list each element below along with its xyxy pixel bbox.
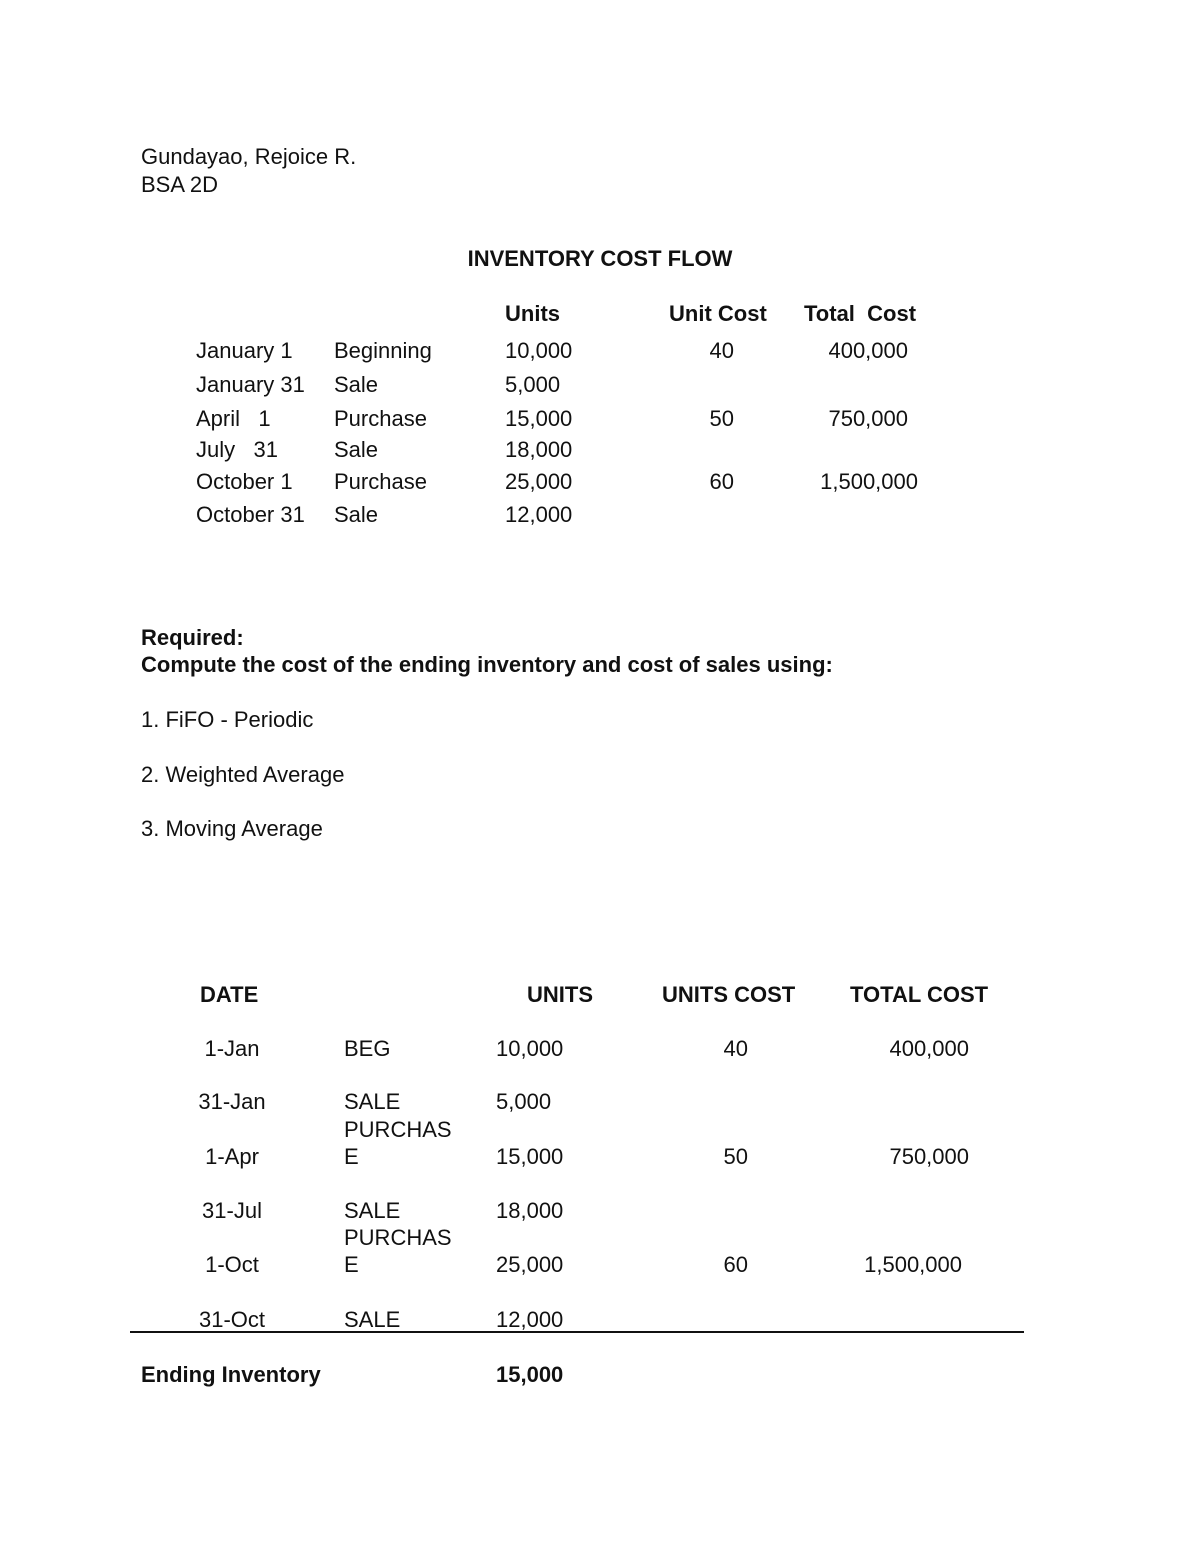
ending-inventory-label: Ending Inventory: [141, 1362, 321, 1387]
student-name: Gundayao, Rejoice R.: [141, 144, 357, 169]
table2-row-desc: SALE: [344, 1198, 401, 1223]
table2-row-date: 1-Apr: [205, 1144, 259, 1169]
table1-row-unit-cost: 40: [709, 338, 734, 363]
table1-row-desc: Sale: [334, 502, 379, 527]
table1-header-unit-cost: Unit Cost: [669, 301, 767, 326]
table2-row-date: 31-Oct: [198, 1307, 266, 1332]
table2-row-desc: E: [344, 1144, 359, 1169]
table1-row-desc: Sale: [334, 437, 379, 462]
table1-row-units: 5,000: [505, 372, 561, 397]
table1-row-date: January 1: [196, 338, 293, 363]
table2-row-desc: E: [344, 1252, 359, 1277]
table1-row-units: 12,000: [505, 502, 573, 527]
table2-row-unit-cost: 50: [723, 1144, 748, 1169]
table2-row-units: 5,000: [496, 1089, 552, 1114]
table1-row-date: January 31: [196, 372, 305, 397]
total-divider-line: [130, 1331, 1024, 1333]
table1-row-total-cost: 1,500,000: [820, 469, 918, 494]
table2-row-date: 31-Jan: [198, 1089, 266, 1114]
required-instruction: Compute the cost of the ending inventory and cost of sales using:: [141, 652, 833, 677]
table1-row-unit-cost: 60: [709, 469, 734, 494]
table1-row-total-cost: 400,000: [828, 338, 908, 363]
table2-row-units: 12,000: [496, 1307, 564, 1332]
table1-row-date: April 1: [196, 406, 271, 431]
required-heading: Required:: [141, 625, 244, 650]
table1-row-date: October 1: [196, 469, 293, 494]
table1-row-date: October 31: [196, 502, 305, 527]
table2-header-date: DATE: [200, 982, 259, 1007]
table1-row-units: 10,000: [505, 338, 573, 363]
method-item: 2. Weighted Average: [141, 762, 345, 787]
table2-row-desc: SALE: [344, 1089, 401, 1114]
table2-header-total-cost: TOTAL COST: [850, 982, 989, 1007]
table2-row-units: 18,000: [496, 1198, 564, 1223]
table2-row-total-cost: 750,000: [889, 1144, 969, 1169]
table1-row-units: 25,000: [505, 469, 573, 494]
table1-row-date: July 31: [196, 437, 278, 462]
table2-row-desc-wrap: PURCHAS: [344, 1225, 452, 1250]
table2-row-unit-cost: 40: [723, 1036, 748, 1061]
table1-row-desc: Purchase: [334, 469, 427, 494]
page-title: INVENTORY COST FLOW: [467, 246, 733, 271]
table2-row-desc-wrap: PURCHAS: [344, 1117, 452, 1142]
table2-row-date: 1-Oct: [205, 1252, 259, 1277]
table2-row-unit-cost: 60: [723, 1252, 748, 1277]
ending-inventory-value: 15,000: [496, 1362, 564, 1387]
student-section: BSA 2D: [141, 172, 219, 197]
table2-row-units: 25,000: [496, 1252, 564, 1277]
table1-row-units: 15,000: [505, 406, 573, 431]
table2-header-units: UNITS: [527, 982, 593, 1007]
method-item: 1. FiFO - Periodic: [141, 707, 314, 732]
table1-header-total-cost: Total Cost: [804, 301, 917, 326]
table2-row-date: 31-Jul: [202, 1198, 262, 1223]
table2-row-desc: BEG: [344, 1036, 391, 1061]
table2-row-total-cost: 400,000: [889, 1036, 969, 1061]
table2-row-units: 10,000: [496, 1036, 564, 1061]
table2-row-date: 1-Jan: [204, 1036, 260, 1061]
table1-row-desc: Sale: [334, 372, 379, 397]
table1-row-desc: Beginning: [334, 338, 432, 363]
table1-header-units: Units: [505, 301, 560, 326]
table1-row-desc: Purchase: [334, 406, 427, 431]
table2-row-units: 15,000: [496, 1144, 564, 1169]
table1-row-units: 18,000: [505, 437, 573, 462]
table1-row-total-cost: 750,000: [828, 406, 908, 431]
method-item: 3. Moving Average: [141, 816, 323, 841]
table2-row-desc: SALE: [344, 1307, 401, 1332]
table2-row-total-cost: 1,500,000: [864, 1252, 962, 1277]
table1-row-unit-cost: 50: [709, 406, 734, 431]
table2-header-units-cost: UNITS COST: [662, 982, 796, 1007]
